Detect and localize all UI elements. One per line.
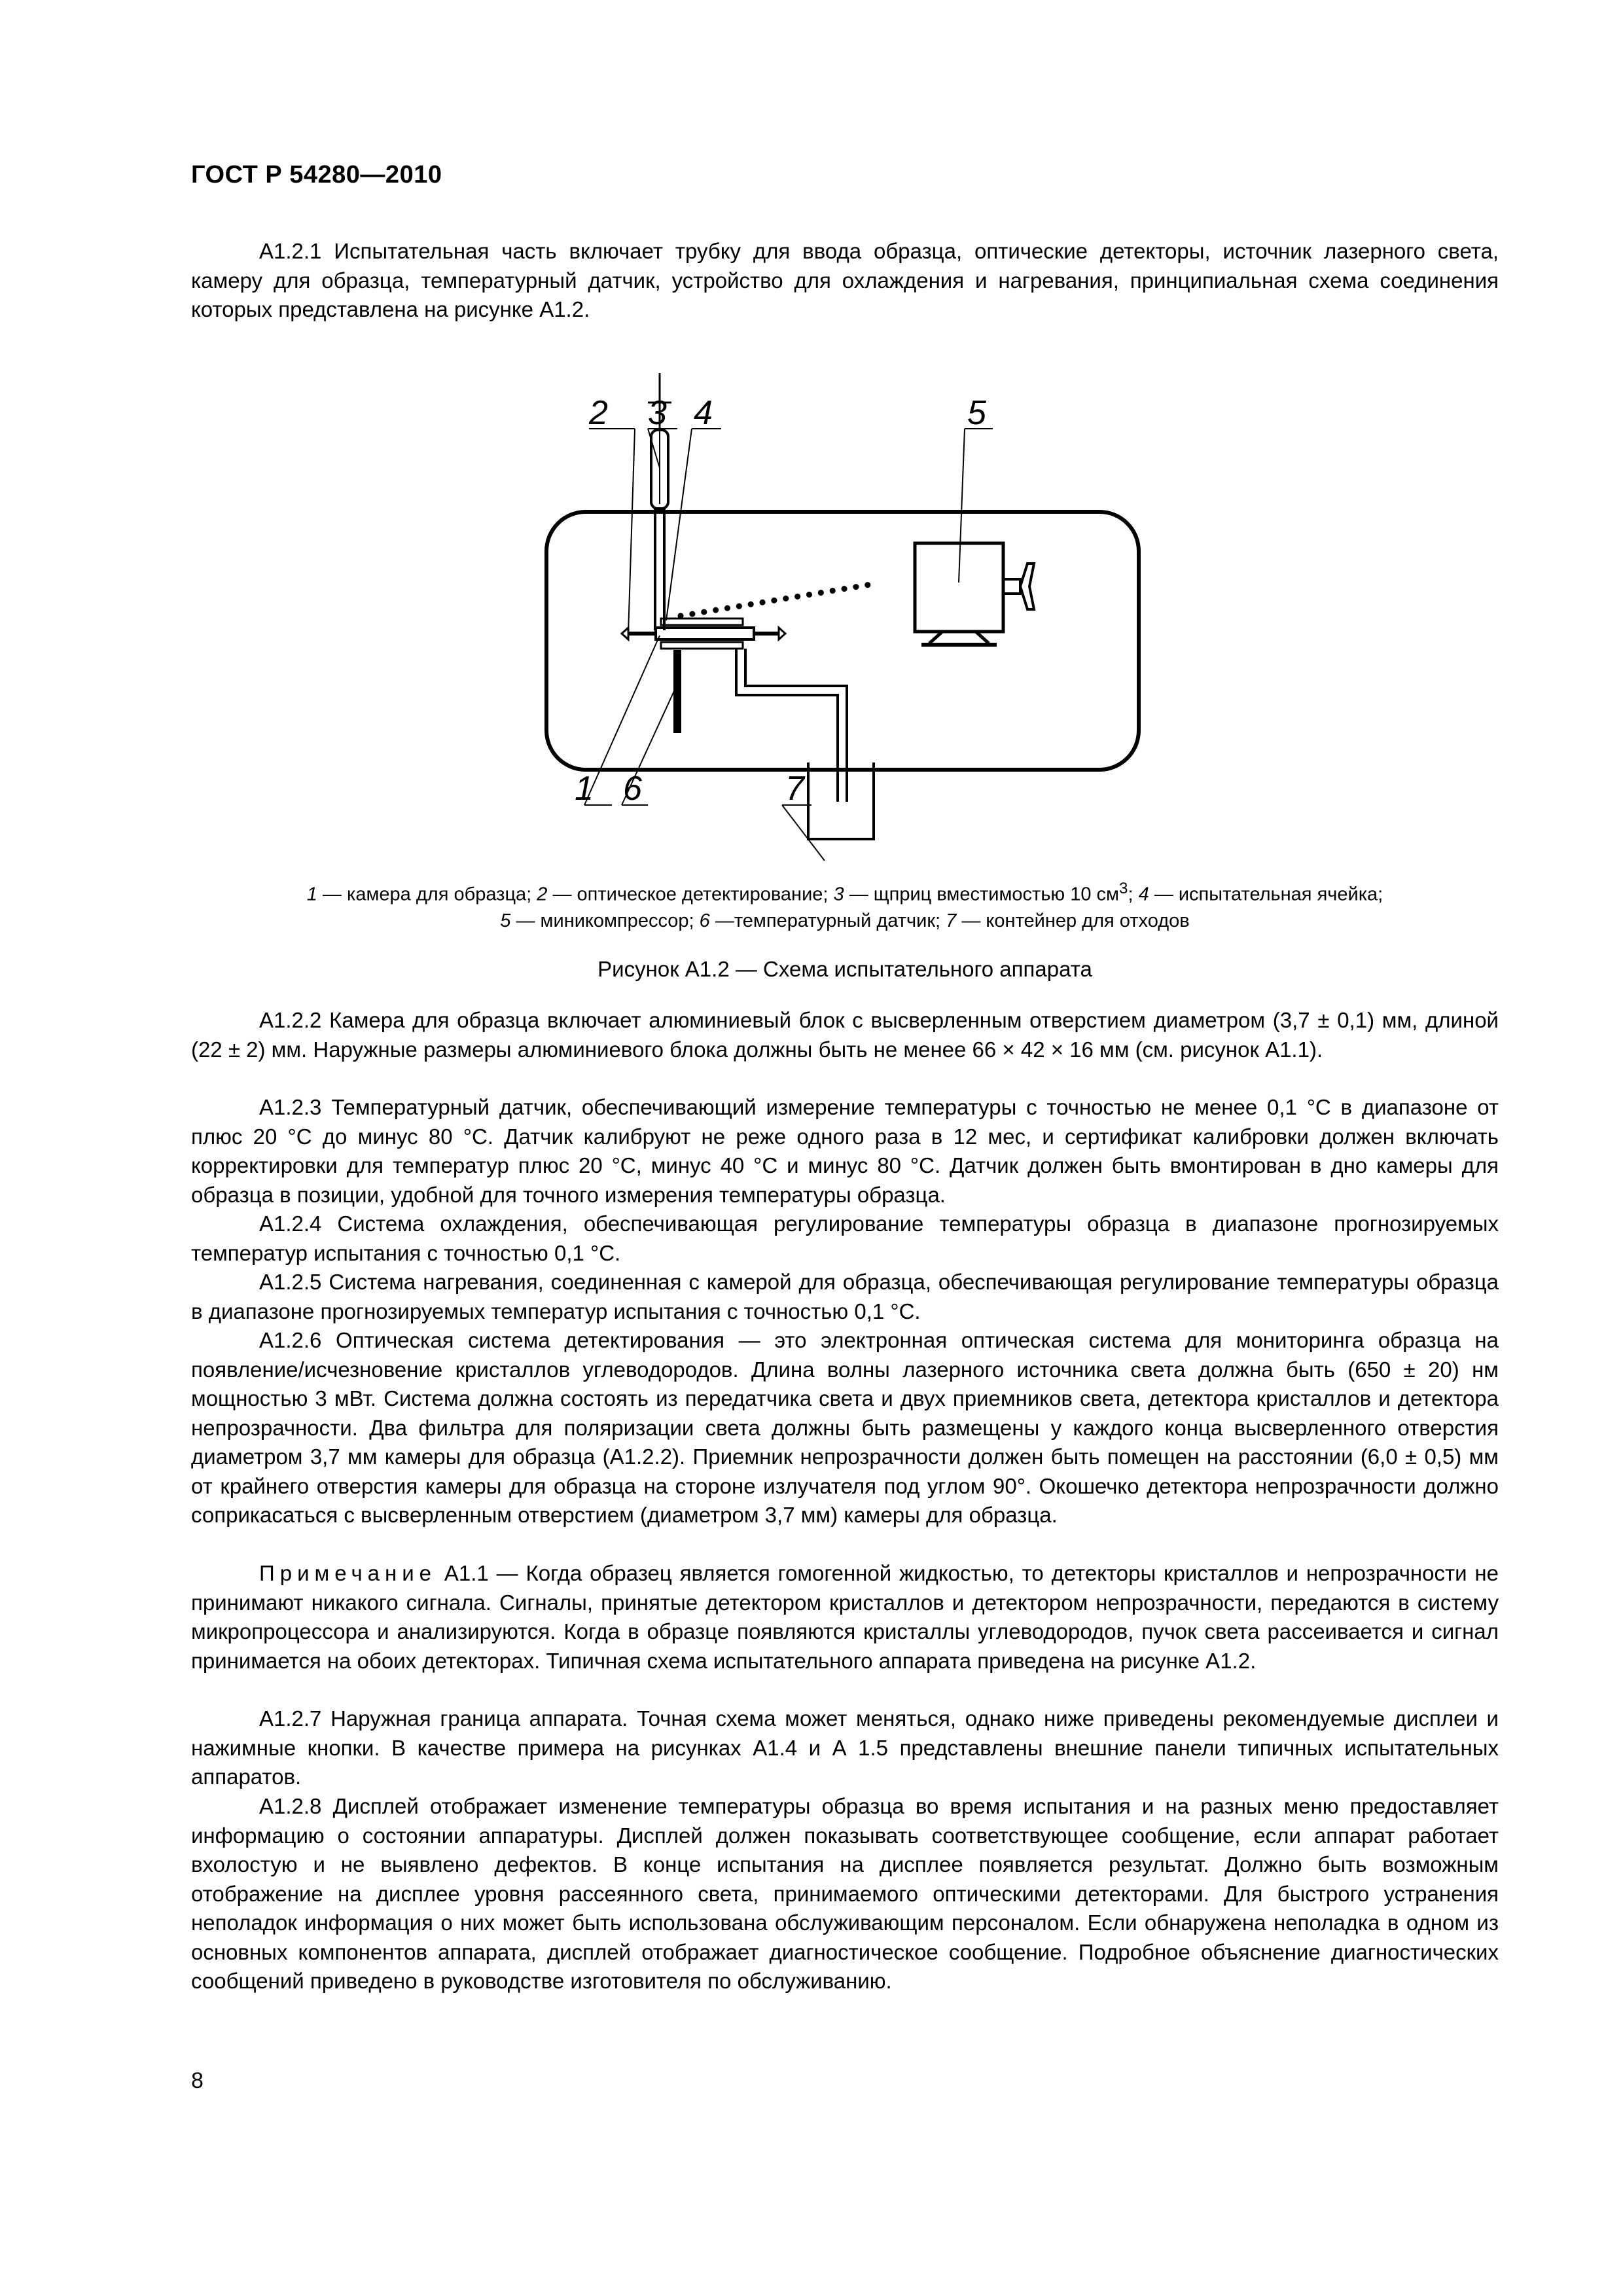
figure-legend-line-2: 5 — миникомпрессор; 6 —температурный датчик; 7 — контейнер для отходов — [500, 910, 1190, 931]
detector-left-tip — [622, 628, 628, 639]
figure-label-1: 1 — [575, 770, 594, 808]
figure-label-4: 4 — [694, 394, 713, 432]
compressor-line — [681, 584, 870, 616]
figure-label-7: 7 — [785, 770, 804, 808]
figure-title: Рисунок А1.2 — Схема испытательного аппарата — [597, 957, 1092, 981]
paragraph-a1-2-1: А1.2.1 Испытательная часть включает трубку для ввода образца, оптические детекторы, источник лазерного света, камеру для образца, температурный датчик, устройство для охлаждения и нагревания, принципиальная схема соединения которых представлена на рисунке А1.2. — [191, 239, 1499, 321]
leader-5 — [959, 429, 965, 583]
apparatus-housing — [546, 512, 1139, 770]
paragraph-a1-2-4: А1.2.4 Система охлаждения, обеспечивающая регулирование температуры образца в диапазоне прогнозируемых температур испытания с точностью 0,1 °С. — [191, 1211, 1499, 1265]
paragraph-a1-2-5: А1.2.5 Система нагревания, соединенная с камерой для образца, обеспечивающая регулирование температуры образца в диапазоне прогнозируемых температур испытания с точностью 0,1 °С. — [191, 1270, 1499, 1323]
document-header: ГОСТ Р 54280—2010 — [191, 161, 442, 188]
leader-1 — [584, 636, 660, 805]
leader-2 — [628, 429, 635, 634]
paragraph-a1-2-3: А1.2.3 Температурный датчик, обеспечивающий измерение температуры с точностью не менее 0,1 °С в диапазоне от плюс 20 °С до минус 80 °С. Датчик калибруют не реже одного раза в 12 мес, и сертификат калибровки должен включать корректировки для температур плюс 20 °С, минус 40 °С и минус 80 °С. Датчик должен быть вмонтирован в дно камеры для образца в позиции, удобной для точного измерения температуры образца. — [191, 1095, 1499, 1207]
paragraph-a1-2-6: А1.2.6 Оптическая система детектирования — это электронная оптическая система для мониторинга образца на появление/исчезновение кристаллов углеводородов. Длина волны лазерного источника света должна быть (650 ± 20) нм мощностью 3 мВт. Система должна состоять из передатчика света и двух приемников света, детектора кристаллов и детектора непрозрачности. Два фильтра для поляризации света должны быть размещены у каждого конца высверленного отверстия диаметром 3,7 мм камеры для образца (А1.2.2). Приемник непрозрачности должен быть помещен на расстоянии (6,0 ± 0,5) мм от крайнего отверстия камеры для образца на стороне излучателя под углом 90°. Окошечко детектора непрозрачности должно соприкасаться с высверленным отверстием (диаметром 3,7 мм) камеры для образца. — [191, 1328, 1499, 1527]
leader-7 — [782, 805, 825, 861]
paragraph-a1-2-8: А1.2.8 Дисплей отображает изменение температуры образца во время испытания и на разных меню предоставляет информацию о состоянии аппаратуры. Дисплей должен показывать соответствующее сообщение, если аппарат работает вхолостую и не выявлено дефектов. В конце испытания на дисплее появляется результат. Должно быть возможным отображение на дисплее уровня рассеянного света, принимаемого оптическими детекторами. Для быстрого устранения неполадок информация о них может быть использована обслуживающим персоналом. Если обнаружена неполадка в одном из основных компонентов аппарата, дисплей отображает диагностическое сообщение. Подробное объяснение диагностических сообщений приведено в руководстве изготовителя по обслуживанию. — [191, 1794, 1499, 1993]
note-label: Примечание — [259, 1561, 437, 1585]
figure-label-6: 6 — [623, 770, 642, 808]
compressor-leg-left — [929, 632, 942, 643]
detector-right-tip — [779, 628, 785, 639]
figure-label-3: 3 — [648, 394, 667, 432]
leader-3 — [648, 429, 660, 468]
page-number: 8 — [191, 2068, 204, 2093]
figure-label-5: 5 — [967, 394, 986, 432]
test-cell-bottom — [661, 642, 743, 649]
figure-label-2: 2 — [589, 394, 608, 432]
paragraph-a1-2-2: А1.2.2 Камера для образца включает алюминиевый блок с высверленным отверстием диаметром (3,7 ± 0,1) мм, длиной (22 ± 2) мм. Наружные размеры алюминиевого блока должны быть не менее 66 × 42 × 16 мм (см. рисунок А1.1). — [191, 1008, 1499, 1062]
note-text: А1.1 — Когда образец является гомогенной жидкостью, то детекторы кристаллов и непрозрачности не принимают никакого сигнала. Сигналы, принятые детектором кристаллов и детектором непрозрачности, передаются в систему микропроцессора и анализируются. Когда в образце появляются кристаллы углеводородов, пучок света рассеивается и сигнал принимается на обоих детекторах. Типичная схема испытательного аппарата приведена на рисунке А1.2. — [191, 1561, 1499, 1673]
note-paragraph — [191, 1559, 1499, 1676]
paragraph-a1-2-7: А1.2.7 Наружная граница аппарата. Точная схема может меняться, однако ниже приведены рекомендуемые дисплеи и нажимные кнопки. В качестве примера на рисунках А1.4 и А 1.5 представлены внешние панели типичных испытательных аппаратов. — [191, 1706, 1499, 1789]
apparatus-diagram — [517, 357, 1158, 861]
compressor-leg-right — [976, 632, 989, 643]
waste-container — [808, 762, 874, 839]
compressor-shaft — [1003, 579, 1020, 594]
figure-legend — [191, 876, 1499, 934]
compressor-fan — [1020, 564, 1034, 609]
leader-4 — [666, 429, 692, 620]
sample-chamber — [656, 628, 754, 639]
compressor-motor — [915, 543, 1003, 632]
test-cell-top — [661, 619, 743, 625]
figure-legend-line-1: 1 — камера для образца; 2 — оптическое детектирование; 3 — щприц вместимостью 10 $см^3$; 4 — испытательная ячейка; — [306, 880, 1383, 905]
